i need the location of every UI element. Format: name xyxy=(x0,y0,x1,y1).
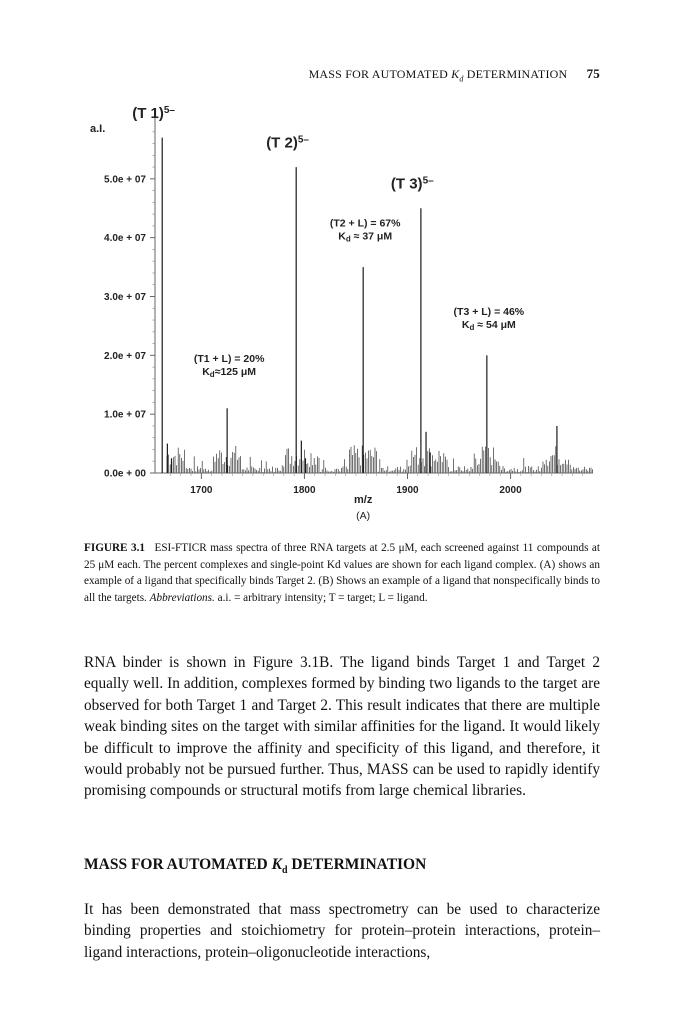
axes xyxy=(90,116,593,522)
kd-subscript: d xyxy=(209,369,215,379)
x-tick-label: 2000 xyxy=(499,485,522,496)
x-tick-label: 1800 xyxy=(293,485,316,496)
y-tick-label: 2.0e + 07 xyxy=(104,350,146,362)
kd-value: ≈125 μM xyxy=(214,365,257,378)
peak-charge-t3: 5– xyxy=(422,175,434,187)
y-tick-label: 1.0e + 07 xyxy=(104,409,146,421)
x-axis-title: m/z xyxy=(354,494,373,506)
complex-kd-t1l xyxy=(202,366,256,379)
x-tick-label: 1900 xyxy=(396,485,419,496)
complex-percent-t3l: (T3 + L) = 46% xyxy=(453,305,525,318)
caption-text: ESI-FTICR mass spectra of three RNA targets at 2.5 μM, each screened against 11 compounds at 25 μM each. The percent complexes and single-point Kd values are shown for each ligand complex. (A) shows an example of a ligand that specifically binds Target 2. (B) Shows an example of a ligand that nonspecifically binds to all the targets. xyxy=(84,542,601,604)
running-head-title: MASS FOR AUTOMATED $K_d$ DETERMINATION xyxy=(308,67,568,84)
kd-subscript: d xyxy=(469,322,475,332)
mass-spectrum-chart xyxy=(0,80,678,530)
peak-charge-t2: 5– xyxy=(297,134,309,146)
complex-kd-t2l xyxy=(338,231,392,244)
y-axis-title: a.I. xyxy=(90,123,106,135)
panel-label: (A) xyxy=(356,510,371,522)
kd-value: ≈ 37 μM xyxy=(350,230,393,243)
x-tick-label: 1700 xyxy=(190,485,213,496)
complex-percent-t1l: (T1 + L) = 20% xyxy=(193,352,265,365)
noise-baseline xyxy=(167,445,593,473)
caption-abbreviations-label: Abbreviations. xyxy=(149,591,215,604)
peak-label-t1: (T 1)$^{5-}$ xyxy=(132,105,176,122)
page-number: 75 xyxy=(586,66,600,81)
kd-symbol: K xyxy=(461,318,470,331)
caption-label: FIGURE 3.1 xyxy=(84,542,145,554)
peak-charge-t1: 5– xyxy=(163,105,176,116)
peak-label-t3: (T 3)$^{5-}$ xyxy=(390,175,434,193)
kd-value: ≈ 54 μM xyxy=(474,318,516,331)
complex-kd-t3l xyxy=(462,319,516,332)
y-tick-label: 3.0e + 07 xyxy=(104,292,146,303)
y-tick-label: 5.0e + 07 xyxy=(104,174,146,186)
kd-symbol: K xyxy=(338,230,346,243)
kd-subscript: d xyxy=(345,234,351,244)
peak-label-t2: (T 2)$^{5-}$ xyxy=(266,134,309,152)
caption-abbreviations-text: a.i. = arbitrary intensity; T = target; L = ligand. xyxy=(217,591,428,604)
paragraph-2: It has been demonstrated that mass spectrometry can be used to characterize binding properties and stoichiometry for protein–protein interactions, protein–ligand interactions, protein–oligonucleotide interactions, xyxy=(84,901,600,961)
y-tick-label: 4.0e + 07 xyxy=(104,233,146,245)
complex-percent-t2l: (T2 + L) = 67% xyxy=(329,217,401,230)
figure-caption xyxy=(84,540,600,606)
section-heading: MASS FOR AUTOMATED $K_d$ DETERMINATION xyxy=(84,856,427,877)
kd-symbol: K xyxy=(202,365,210,378)
y-tick-label: 0.0e + 00 xyxy=(104,468,146,480)
paragraph-1: RNA binder is shown in Figure 3.1B. The ligand binds Target 1 and Target 2 equally well. In addition, complexes formed by binding two ligands to the target are observed for both Target 1 and Target 2. This result indicates that there are multiple weak binding sites on the target with similar affinities for the ligand. It would likely be difficult to improve the affinity and specificity of this ligand, and therefore, it would probably not be pursued further. Thus, MASS can be used to rapidly identify promising compounds or structural motifs from large chemical libraries. xyxy=(84,654,600,800)
annotations xyxy=(132,105,525,379)
mass-spectrum-figure xyxy=(0,80,678,530)
